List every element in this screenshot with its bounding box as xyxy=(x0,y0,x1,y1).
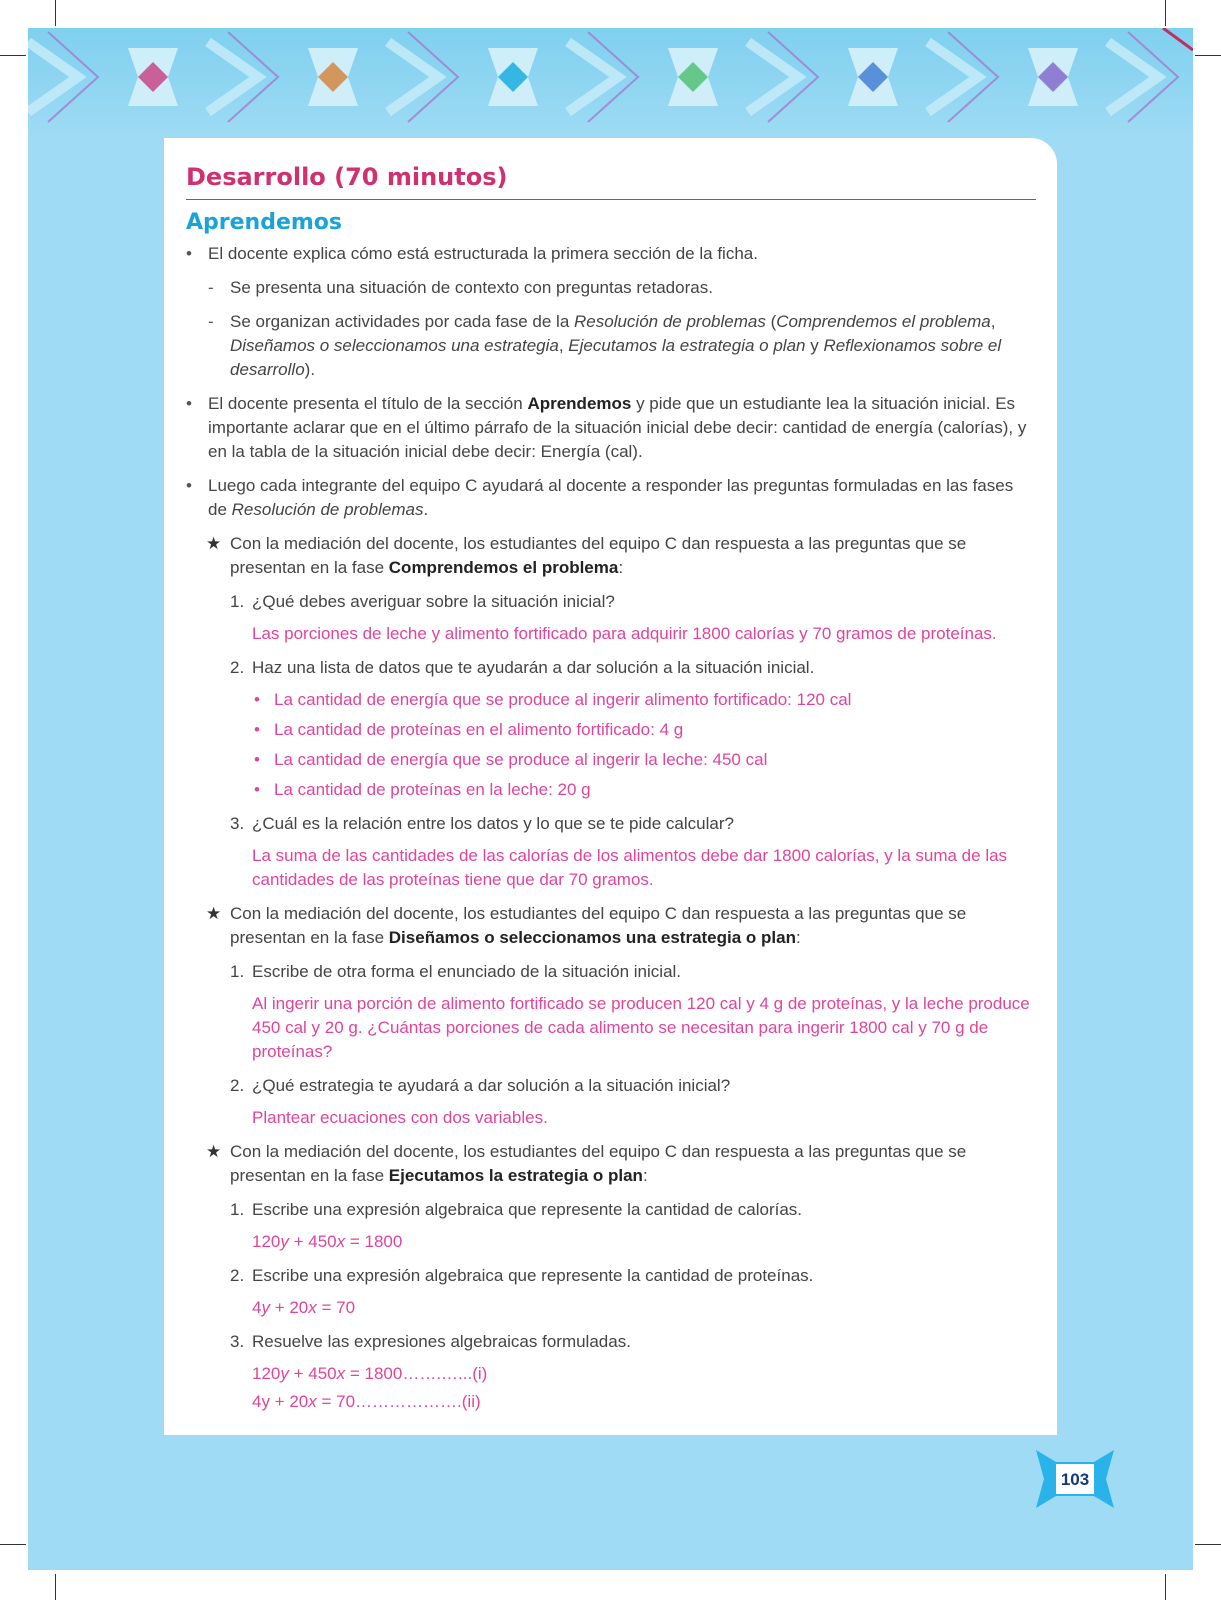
crop-mark xyxy=(0,55,26,56)
question-item: 2. ¿Qué estrategia te ayudará a dar solución a la situación inicial? xyxy=(230,1076,731,1095)
content-area xyxy=(186,160,1036,1424)
crop-mark xyxy=(1165,0,1166,26)
crop-mark xyxy=(1195,1544,1221,1545)
question-item: 2. Haz una lista de datos que te ayudarán a dar solución a la situación inicial. xyxy=(230,658,815,677)
dash-item: - Se organizan actividades por cada fase de la Resolución de problemas (Comprendemos el problema, Diseñamos o seleccionamos una estrategia, Ejecutamos la estrategia o plan y Reflexionamos sobre el desarrollo). xyxy=(186,310,1036,382)
answer-equation: 120y + 450x = 1800 xyxy=(252,1232,403,1251)
answer-bullet: • La cantidad de proteínas en el alimento fortificado: 4 g xyxy=(186,718,1036,742)
answer-text: Plantear ecuaciones con dos variables. xyxy=(252,1108,548,1127)
answer-bullet: • La cantidad de energía que se produce al ingerir la leche: 450 cal xyxy=(186,748,1036,772)
question-item: 3. ¿Cuál es la relación entre los datos y lo que se te pide calcular? xyxy=(230,814,734,833)
crop-mark xyxy=(0,1544,26,1545)
answer-equation: 120y + 450x = 1800…….…...(i) xyxy=(252,1364,488,1383)
question-item: 2. Escribe una expresión algebraica que represente la cantidad de proteínas. xyxy=(230,1266,814,1285)
bullet-item: • El docente explica cómo está estructurada la primera sección de la ficha. xyxy=(186,242,1036,266)
star-item: ★ Con la mediación del docente, los estudiantes del equipo C dan respuesta a las preguntas que se presentan en la fase Comprendemos el problema: xyxy=(186,532,1036,580)
page-number: 103 xyxy=(1060,1470,1090,1489)
answer-text: La suma de las cantidades de las calorías de los alimentos debe dar 1800 calorías, y la suma de las cantidades de las proteínas tiene que dar 70 gramos. xyxy=(252,846,1008,889)
star-item: ★ Con la mediación del docente, los estudiantes del equipo C dan respuesta a las preguntas que se presentan en la fase Ejecutamos la estrategia o plan: xyxy=(186,1140,1036,1188)
answer-text: Al ingerir una porción de alimento fortificado se producen 120 cal y 4 g de proteínas, y la leche produce 450 cal y 20 g. ¿Cuántas porciones de cada alimento se necesitan para ingerir 1800 cal y 70 g de proteínas? xyxy=(252,994,1030,1061)
crop-mark xyxy=(1195,55,1221,56)
answer-equation: 4y + 20x = 70……………….(ii) xyxy=(252,1392,481,1411)
answer-equation: 4y + 20x = 70 xyxy=(252,1298,356,1317)
answer-bullet: • La cantidad de proteínas en la leche: 20 g xyxy=(186,778,1036,802)
dash-item: - Se presenta una situación de contexto con preguntas retadoras. xyxy=(186,276,1036,300)
question-item: 1. Escribe de otra forma el enunciado de la situación inicial. xyxy=(230,962,682,981)
question-item: 3. Resuelve las expresiones algebraicas formuladas. xyxy=(230,1332,631,1351)
bullet-item: • Luego cada integrante del equipo C ayudará al docente a responder las preguntas formuladas en las fases de Resolución de problemas. xyxy=(186,474,1036,522)
crop-mark xyxy=(55,1574,56,1600)
question-item: 1. Escribe una expresión algebraica que represente la cantidad de calorías. xyxy=(230,1200,803,1219)
decorative-banner xyxy=(28,28,1193,140)
subsection-title: Aprendemos xyxy=(186,210,343,235)
answer-bullet: • La cantidad de energía que se produce al ingerir alimento fortificado: 120 cal xyxy=(186,688,1036,712)
crop-mark xyxy=(55,0,56,26)
crop-mark xyxy=(1165,1574,1166,1600)
question-item: 1. ¿Qué debes averiguar sobre la situación inicial? xyxy=(230,592,615,611)
section-title: Desarrollo (70 minutos) xyxy=(186,160,1036,200)
bullet-item: • El docente presenta el título de la sección Aprendemos y pide que un estudiante lea la situación inicial. Es importante aclarar que en el último párrafo de la situación inicial debe decir: cantidad de energía (calorías), y en la tabla de la situación inicial debe decir: Energía (cal). xyxy=(186,392,1036,464)
star-item: ★ Con la mediación del docente, los estudiantes del equipo C dan respuesta a las preguntas que se presentan en la fase Diseñamos o seleccionamos una estrategia o plan: xyxy=(186,902,1036,950)
answer-text: Las porciones de leche y alimento fortificado para adquirir 1800 calorías y 70 gramos de proteínas. xyxy=(252,624,997,643)
